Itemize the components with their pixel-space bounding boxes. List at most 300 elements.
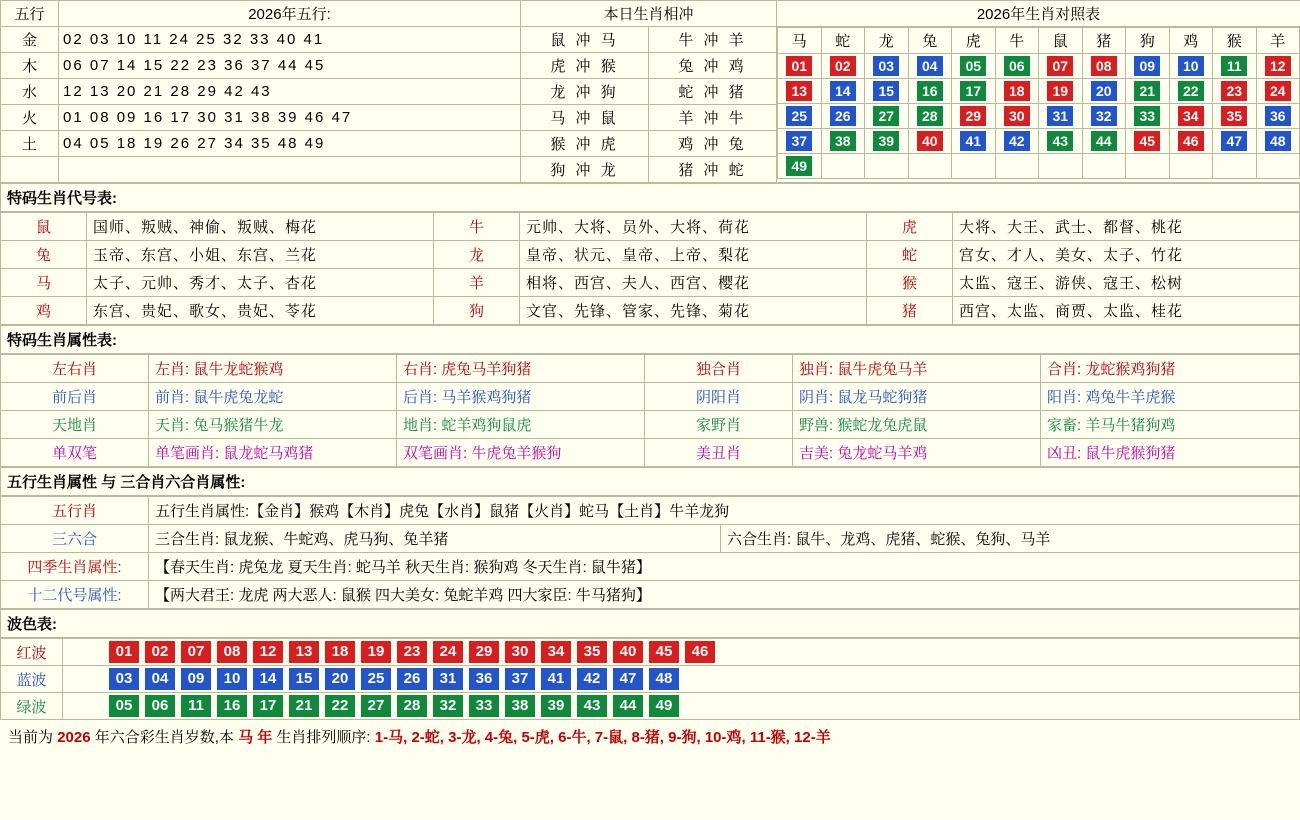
shuxing-value: 野兽: 猴蛇龙兔虎鼠 xyxy=(793,411,1041,439)
wave-number-chip[interactable]: 35 xyxy=(577,641,607,663)
wave-number-chip[interactable]: 27 xyxy=(361,695,391,717)
number-chip[interactable]: 29 xyxy=(959,105,987,127)
number-chip[interactable]: 21 xyxy=(1133,80,1161,102)
table-row xyxy=(1,355,1300,383)
shuxing-table xyxy=(0,354,1300,467)
duizhao-cell xyxy=(952,129,996,154)
shier-daihao-value: 【两大君王: 龙虎 两大恶人: 鼠猴 四大美女: 兔蛇羊鸡 四大家臣: 牛马猪狗】 xyxy=(149,581,1300,609)
shuxing-group-label: 天地肖 xyxy=(1,411,149,439)
daihao-value: 东宫、贵妃、歌女、贵妃、苓花 xyxy=(87,297,434,325)
sanhe-value: 三合生肖: 鼠龙猴、牛蛇鸡、虎马狗、兔羊猪 xyxy=(149,525,721,553)
wuxing-sanhe-title: 五行生肖属性 与 三合肖六合肖属性: xyxy=(0,467,1300,496)
wave-number-chip[interactable]: 42 xyxy=(577,668,607,690)
wave-number-chip[interactable]: 14 xyxy=(253,668,283,690)
wuxing-name-empty xyxy=(1,157,59,183)
wuxing-xiao-value: 五行生肖属性:【金肖】猴鸡【木肖】虎兔【水肖】鼠猪【火肖】蛇马【土肖】牛羊龙狗 xyxy=(149,497,1300,525)
number-chip[interactable]: 11 xyxy=(1220,55,1248,77)
shuxing-value: 独肖: 鼠牛虎兔马羊 xyxy=(793,355,1041,383)
daihao-zodiac: 兔 xyxy=(1,241,87,269)
table-row xyxy=(1,241,1300,269)
duizhao-cell xyxy=(1039,79,1083,104)
zodiac-head: 虎 xyxy=(952,28,996,54)
duizhao-cell xyxy=(1256,79,1300,104)
xiangchong-left: 马 冲 鼠 xyxy=(521,105,649,131)
number-chip[interactable]: 18 xyxy=(1003,80,1031,102)
wave-number-chip[interactable]: 18 xyxy=(325,641,355,663)
duizhao-cell xyxy=(995,104,1039,129)
shuxing-value: 左肖: 鼠牛龙蛇猴鸡 xyxy=(149,355,397,383)
number-chip[interactable]: 38 xyxy=(829,130,857,152)
zodiac-head: 蛇 xyxy=(821,28,865,54)
duizhao-number-row xyxy=(778,129,1300,154)
number-chip[interactable]: 04 xyxy=(916,55,944,77)
xiangchong-left: 鼠 冲 马 xyxy=(521,27,649,53)
wave-number-chip[interactable]: 21 xyxy=(289,695,319,717)
daihao-zodiac: 虎 xyxy=(867,213,953,241)
duizhao-cell xyxy=(1169,79,1213,104)
wave-number-chip[interactable]: 26 xyxy=(397,668,427,690)
wave-number-chip[interactable]: 15 xyxy=(289,668,319,690)
duizhao-cell xyxy=(1213,79,1257,104)
number-chip[interactable]: 36 xyxy=(1264,105,1292,127)
duizhao-cell xyxy=(1256,54,1300,79)
duizhao-cell xyxy=(1213,129,1257,154)
zodiac-head: 牛 xyxy=(995,28,1039,54)
wave-number-chip[interactable]: 16 xyxy=(217,695,247,717)
shuxing-group-label: 单双笔 xyxy=(1,439,149,467)
wave-number-chip[interactable]: 02 xyxy=(145,641,175,663)
wave-number-chip[interactable]: 01 xyxy=(109,641,139,663)
duizhao-cell xyxy=(865,129,909,154)
daihao-zodiac: 蛇 xyxy=(867,241,953,269)
wave-number-chip[interactable]: 20 xyxy=(325,668,355,690)
wuxing-numbers: 06 07 14 15 22 23 36 37 44 45 xyxy=(59,53,521,79)
number-chip[interactable]: 32 xyxy=(1090,105,1118,127)
duizhao-cell xyxy=(1126,129,1170,154)
table-row xyxy=(1,693,1300,720)
footer-note xyxy=(0,720,1300,753)
duizhao-cell xyxy=(995,154,1039,179)
duizhao-cell xyxy=(952,79,996,104)
footer-year: 2026 xyxy=(57,729,91,746)
duizhao-cell xyxy=(1082,154,1126,179)
number-chip[interactable]: 05 xyxy=(959,55,987,77)
xiangchong-right: 猪 冲 蛇 xyxy=(649,157,777,183)
daihao-value: 文官、先锋、管家、先锋、菊花 xyxy=(520,297,867,325)
shuxing-value: 天肖: 兔马猴猪牛龙 xyxy=(149,411,397,439)
number-chip[interactable]: 35 xyxy=(1220,105,1248,127)
duizhao-zodiac-row xyxy=(778,28,1300,54)
number-chip[interactable]: 25 xyxy=(785,105,813,127)
wave-label: 绿波 xyxy=(1,693,63,720)
xiangchong-right: 蛇 冲 猪 xyxy=(649,79,777,105)
duizhao-cell xyxy=(778,104,822,129)
wave-number-chip[interactable]: 34 xyxy=(541,641,571,663)
duizhao-cell xyxy=(1039,54,1083,79)
duizhao-cell xyxy=(1213,54,1257,79)
wuxing-xiao-label: 五行肖 xyxy=(1,497,149,525)
duizhao-cell xyxy=(1126,54,1170,79)
duizhao-cell xyxy=(865,104,909,129)
xiangchong-left: 虎 冲 猴 xyxy=(521,53,649,79)
duizhao-cell xyxy=(1169,104,1213,129)
duizhao-cell xyxy=(908,79,952,104)
number-chip[interactable]: 12 xyxy=(1264,55,1292,77)
wave-number-chip[interactable]: 28 xyxy=(397,695,427,717)
wuxing-numbers: 12 13 20 21 28 29 42 43 xyxy=(59,79,521,105)
wave-number-chip[interactable]: 49 xyxy=(649,695,679,717)
table-row xyxy=(1,269,1300,297)
table-row xyxy=(1,213,1300,241)
shuxing-value: 前肖: 鼠牛虎兔龙蛇 xyxy=(149,383,397,411)
number-chip[interactable]: 45 xyxy=(1133,130,1161,152)
number-chip[interactable]: 47 xyxy=(1220,130,1248,152)
number-chip[interactable]: 07 xyxy=(1046,55,1074,77)
number-chip[interactable]: 30 xyxy=(1003,105,1031,127)
duizhao-body xyxy=(778,54,1300,179)
daihao-table xyxy=(0,212,1300,325)
wave-number-chip[interactable]: 24 xyxy=(433,641,463,663)
shuxing-value: 阴肖: 鼠龙马蛇狗猪 xyxy=(793,383,1041,411)
duizhao-cell xyxy=(778,129,822,154)
wave-number-chip[interactable]: 11 xyxy=(181,695,211,717)
table-row xyxy=(1,553,1300,581)
wave-number-chip[interactable]: 08 xyxy=(217,641,247,663)
number-chip[interactable]: 46 xyxy=(1177,130,1205,152)
duizhao-cell xyxy=(995,54,1039,79)
wave-number-chip[interactable]: 46 xyxy=(685,641,715,663)
siji-label: 四季生肖属性: xyxy=(1,553,149,581)
wave-number-chip[interactable]: 41 xyxy=(541,668,571,690)
number-chip[interactable]: 13 xyxy=(785,80,813,102)
number-chip[interactable]: 03 xyxy=(872,55,900,77)
wave-number-chip[interactable]: 03 xyxy=(109,668,139,690)
duizhao-cell xyxy=(821,154,865,179)
footer-prefix: 当前为 xyxy=(8,729,54,746)
duizhao-cell xyxy=(865,79,909,104)
duizhao-cell xyxy=(821,129,865,154)
wuxing-name: 木 xyxy=(1,53,59,79)
number-chip[interactable]: 10 xyxy=(1177,55,1205,77)
duizhao-cell xyxy=(865,154,909,179)
wuxing-name: 土 xyxy=(1,131,59,157)
duizhao-table xyxy=(777,27,1300,179)
wuxing-name: 火 xyxy=(1,105,59,131)
daihao-zodiac: 鼠 xyxy=(1,213,87,241)
number-chip[interactable]: 34 xyxy=(1177,105,1205,127)
wuxing-numbers: 01 08 09 16 17 30 31 38 39 46 47 xyxy=(59,105,521,131)
number-chip[interactable]: 43 xyxy=(1046,130,1074,152)
duizhao-title: 2026年生肖对照表 xyxy=(777,1,1300,27)
shier-daihao-label: 十二代号属性: xyxy=(1,581,149,609)
duizhao-cell xyxy=(908,54,952,79)
xiangchong-title: 本日生肖相冲 xyxy=(521,1,777,27)
wave-number-chip[interactable]: 33 xyxy=(469,695,499,717)
number-chip[interactable]: 22 xyxy=(1177,80,1205,102)
daihao-zodiac: 鸡 xyxy=(1,297,87,325)
wave-number-chip[interactable]: 09 xyxy=(181,668,211,690)
zodiac-head: 猴 xyxy=(1213,28,1257,54)
bose-body xyxy=(1,639,1300,720)
wave-numbers xyxy=(63,639,1300,666)
shuxing-value: 阳肖: 鸡兔牛羊虎猴 xyxy=(1041,383,1300,411)
xiangchong-right: 牛 冲 羊 xyxy=(649,27,777,53)
xiangchong-right: 羊 冲 牛 xyxy=(649,105,777,131)
number-chip[interactable]: 06 xyxy=(1003,55,1031,77)
shuxing-body xyxy=(1,355,1300,467)
wave-number-chip[interactable]: 04 xyxy=(145,668,175,690)
shuxing-value: 家畜: 羊马牛猪狗鸡 xyxy=(1041,411,1300,439)
number-chip[interactable]: 41 xyxy=(959,130,987,152)
number-chip[interactable]: 37 xyxy=(785,130,813,152)
daihao-value: 大将、大王、武士、都督、桃花 xyxy=(953,213,1300,241)
wave-number-chip[interactable]: 36 xyxy=(469,668,499,690)
zodiac-head: 猪 xyxy=(1082,28,1126,54)
table-row xyxy=(1,666,1300,693)
duizhao-cell xyxy=(952,54,996,79)
number-chip[interactable]: 19 xyxy=(1046,80,1074,102)
wave-number-chip[interactable]: 40 xyxy=(613,641,643,663)
number-chip[interactable]: 15 xyxy=(872,80,900,102)
xiangchong-right: 鸡 冲 兔 xyxy=(649,131,777,157)
duizhao-number-row xyxy=(778,79,1300,104)
wuxing-name: 金 xyxy=(1,27,59,53)
wave-number-chip[interactable]: 44 xyxy=(613,695,643,717)
wave-number-chip[interactable]: 32 xyxy=(433,695,463,717)
wuxing-title: 2026年五行: xyxy=(59,1,521,27)
duizhao-cell xyxy=(908,129,952,154)
wuxing-numbers-empty xyxy=(59,157,521,183)
daihao-zodiac: 猴 xyxy=(867,269,953,297)
wave-number-chip[interactable]: 05 xyxy=(109,695,139,717)
xiangchong-left: 猴 冲 虎 xyxy=(521,131,649,157)
xiangchong-right: 兔 冲 鸡 xyxy=(649,53,777,79)
number-chip[interactable]: 14 xyxy=(829,80,857,102)
footer-animal: 马 年 xyxy=(238,729,273,746)
shuxing-subgroup-label: 独合肖 xyxy=(645,355,793,383)
zodiac-head: 马 xyxy=(778,28,822,54)
footer-suffix: 生肖排列顺序: xyxy=(276,729,371,746)
top-header-row xyxy=(1,1,1300,27)
duizhao-cell xyxy=(995,79,1039,104)
duizhao-cell xyxy=(1126,79,1170,104)
zodiac-head: 龙 xyxy=(865,28,909,54)
number-chip[interactable]: 02 xyxy=(829,55,857,77)
daihao-zodiac: 猪 xyxy=(867,297,953,325)
duizhao-cell xyxy=(1082,79,1126,104)
duizhao-number-row xyxy=(778,154,1300,179)
daihao-zodiac: 狗 xyxy=(434,297,520,325)
duizhao-cell xyxy=(821,104,865,129)
wave-label: 红波 xyxy=(1,639,63,666)
wuxing-numbers: 02 03 10 11 24 25 32 33 40 41 xyxy=(59,27,521,53)
wuxing-name: 水 xyxy=(1,79,59,105)
wave-number-chip[interactable]: 19 xyxy=(361,641,391,663)
bose-title: 波色表: xyxy=(0,609,1300,638)
number-chip[interactable]: 27 xyxy=(872,105,900,127)
table-row xyxy=(1,27,1300,53)
shuxing-subgroup-label: 阴阳肖 xyxy=(645,383,793,411)
number-chip[interactable]: 20 xyxy=(1090,80,1118,102)
number-chip[interactable]: 01 xyxy=(785,55,813,77)
number-chip[interactable]: 42 xyxy=(1003,130,1031,152)
duizhao-cell xyxy=(1082,54,1126,79)
top-section xyxy=(0,0,1300,183)
footer-mid: 年六合彩生肖岁数,本 xyxy=(94,729,234,746)
duizhao-number-row xyxy=(778,54,1300,79)
wave-number-chip[interactable]: 30 xyxy=(505,641,535,663)
shuxing-value: 吉美: 兔龙蛇马羊鸡 xyxy=(793,439,1041,467)
duizhao-cell xyxy=(1169,154,1213,179)
wave-label: 蓝波 xyxy=(1,666,63,693)
daihao-value: 皇帝、状元、皇帝、上帝、梨花 xyxy=(520,241,867,269)
wave-number-chip[interactable]: 13 xyxy=(289,641,319,663)
number-chip[interactable]: 33 xyxy=(1133,105,1161,127)
wave-number-chip[interactable]: 29 xyxy=(469,641,499,663)
shuxing-title: 特码生肖属性表: xyxy=(0,325,1300,354)
wuxing-numbers: 04 05 18 19 26 27 34 35 48 49 xyxy=(59,131,521,157)
duizhao-cell xyxy=(1213,154,1257,179)
duizhao-cell xyxy=(1082,104,1126,129)
number-chip[interactable]: 49 xyxy=(785,155,813,177)
daihao-value: 宫女、才人、美女、太子、竹花 xyxy=(953,241,1300,269)
wave-number-chip[interactable]: 38 xyxy=(505,695,535,717)
shuxing-value: 右肖: 虎兔马羊狗猪 xyxy=(397,355,645,383)
shuxing-value: 后肖: 马羊猴鸡狗猪 xyxy=(397,383,645,411)
daihao-value: 太子、元帅、秀才、太子、杏花 xyxy=(87,269,434,297)
duizhao-cell xyxy=(908,104,952,129)
duizhao-cell xyxy=(1039,154,1083,179)
duizhao-cell xyxy=(1039,104,1083,129)
wuxing-sanhe-table xyxy=(0,496,1300,609)
shuxing-value: 合肖: 龙蛇猴鸡狗猪 xyxy=(1041,355,1300,383)
daihao-value: 元帅、大将、员外、大将、荷花 xyxy=(520,213,867,241)
daihao-zodiac: 牛 xyxy=(434,213,520,241)
number-chip[interactable]: 31 xyxy=(1046,105,1074,127)
wave-numbers xyxy=(63,666,1300,693)
duizhao-cell xyxy=(908,154,952,179)
zodiac-head: 兔 xyxy=(908,28,952,54)
zodiac-head: 鸡 xyxy=(1169,28,1213,54)
xiangchong-left: 狗 冲 龙 xyxy=(521,157,649,183)
shuxing-subgroup-label: 家野肖 xyxy=(645,411,793,439)
number-chip[interactable]: 23 xyxy=(1220,80,1248,102)
duizhao-cell xyxy=(778,54,822,79)
wave-number-chip[interactable]: 22 xyxy=(325,695,355,717)
wuxing-col-header: 五行 xyxy=(1,1,59,27)
wave-number-chip[interactable]: 43 xyxy=(577,695,607,717)
shuxing-value: 地肖: 蛇羊鸡狗鼠虎 xyxy=(397,411,645,439)
wave-number-chip[interactable]: 23 xyxy=(397,641,427,663)
sanliuhe-label: 三六合 xyxy=(1,525,149,553)
number-chip[interactable]: 09 xyxy=(1133,55,1161,77)
duizhao-cell xyxy=(1039,129,1083,154)
duizhao-cell xyxy=(778,79,822,104)
shuxing-value: 双笔画肖: 牛虎兔羊猴狗 xyxy=(397,439,645,467)
duizhao-cell xyxy=(1213,104,1257,129)
wave-number-chip[interactable]: 10 xyxy=(217,668,247,690)
wave-number-chip[interactable]: 39 xyxy=(541,695,571,717)
wave-number-chip[interactable]: 37 xyxy=(505,668,535,690)
wave-number-chip[interactable]: 48 xyxy=(649,668,679,690)
table-row xyxy=(1,383,1300,411)
number-chip[interactable]: 48 xyxy=(1264,130,1292,152)
siji-value: 【春天生肖: 虎兔龙 夏天生肖: 蛇马羊 秋天生肖: 猴狗鸡 冬天生肖: 鼠牛猪】 xyxy=(149,553,1300,581)
wave-number-chip[interactable]: 31 xyxy=(433,668,463,690)
xiangchong-left: 龙 冲 狗 xyxy=(521,79,649,105)
shuxing-value: 单笔画肖: 鼠龙蛇马鸡猪 xyxy=(149,439,397,467)
duizhao-cell xyxy=(778,154,822,179)
number-chip[interactable]: 16 xyxy=(916,80,944,102)
wave-number-chip[interactable]: 12 xyxy=(253,641,283,663)
shuxing-value: 凶丑: 鼠牛虎猴狗猪 xyxy=(1041,439,1300,467)
duizhao-cell xyxy=(995,129,1039,154)
wave-number-chip[interactable]: 45 xyxy=(649,641,679,663)
table-row xyxy=(1,639,1300,666)
duizhao-cell xyxy=(1256,104,1300,129)
duizhao-cell xyxy=(865,54,909,79)
daihao-value: 玉帝、东宫、小姐、东宫、兰花 xyxy=(87,241,434,269)
number-chip[interactable]: 28 xyxy=(916,105,944,127)
duizhao-cell xyxy=(821,54,865,79)
wave-numbers xyxy=(63,693,1300,720)
table-row xyxy=(1,497,1300,525)
duizhao-cell xyxy=(1169,54,1213,79)
wave-number-chip[interactable]: 06 xyxy=(145,695,175,717)
wave-number-chip[interactable]: 07 xyxy=(181,641,211,663)
duizhao-cell xyxy=(952,104,996,129)
number-chip[interactable]: 40 xyxy=(916,130,944,152)
number-chip[interactable]: 24 xyxy=(1264,80,1292,102)
table-row xyxy=(1,525,1300,553)
footer-order: 1-马, 2-蛇, 3-龙, 4-兔, 5-虎, 6-牛, 7-鼠, 8-猪, 9-狗, 10-鸡, 11-猴, 12-羊 xyxy=(374,729,831,746)
shuxing-group-label: 左右肖 xyxy=(1,355,149,383)
zodiac-head: 狗 xyxy=(1126,28,1170,54)
liuhe-value: 六合生肖: 鼠牛、龙鸡、虎猪、蛇猴、兔狗、马羊 xyxy=(721,525,1300,553)
table-row xyxy=(1,411,1300,439)
duizhao-cell xyxy=(1082,129,1126,154)
shuxing-group-label: 前后肖 xyxy=(1,383,149,411)
number-chip[interactable]: 17 xyxy=(959,80,987,102)
zodiac-head: 羊 xyxy=(1256,28,1300,54)
wave-number-chip[interactable]: 47 xyxy=(613,668,643,690)
daihao-zodiac: 羊 xyxy=(434,269,520,297)
daihao-value: 国师、叛贼、神偷、叛贼、梅花 xyxy=(87,213,434,241)
daihao-body xyxy=(1,213,1300,325)
number-chip[interactable]: 44 xyxy=(1090,130,1118,152)
duizhao-cell xyxy=(821,79,865,104)
duizhao-cell xyxy=(777,27,1300,183)
number-chip[interactable]: 08 xyxy=(1090,55,1118,77)
daihao-title: 特码生肖代号表: xyxy=(0,183,1300,212)
number-chip[interactable]: 39 xyxy=(872,130,900,152)
daihao-value: 太监、寇王、游侠、寇王、松树 xyxy=(953,269,1300,297)
number-chip[interactable]: 26 xyxy=(829,105,857,127)
wave-number-chip[interactable]: 17 xyxy=(253,695,283,717)
duizhao-number-row xyxy=(778,104,1300,129)
duizhao-cell xyxy=(952,154,996,179)
bose-table xyxy=(0,638,1300,720)
duizhao-cell xyxy=(1256,129,1300,154)
table-row xyxy=(1,297,1300,325)
duizhao-cell xyxy=(1126,154,1170,179)
zodiac-head: 鼠 xyxy=(1039,28,1083,54)
daihao-zodiac: 龙 xyxy=(434,241,520,269)
duizhao-cell xyxy=(1256,154,1300,179)
daihao-zodiac: 马 xyxy=(1,269,87,297)
daihao-value: 相将、西宫、夫人、西宫、樱花 xyxy=(520,269,867,297)
wave-number-chip[interactable]: 25 xyxy=(361,668,391,690)
